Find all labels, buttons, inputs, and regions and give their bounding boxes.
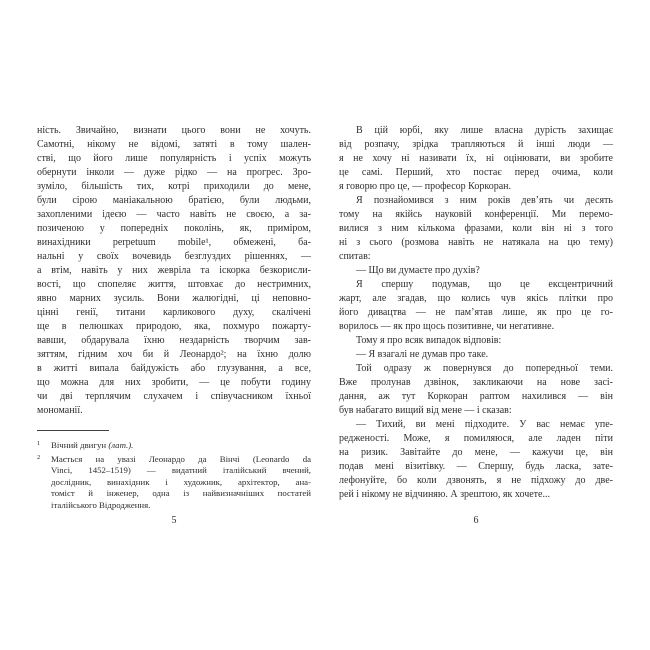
text-line: нальні у своїх вочевидь безглуздих рішеннях, — xyxy=(37,251,311,262)
text-line: дослідник, винахідник і художник, архітектор, ана- xyxy=(51,476,311,487)
text-line: зуміло, більшість тих, котрі приходили до мене, xyxy=(37,181,311,192)
page-left-body-text xyxy=(37,124,311,418)
footnote-marker: 2 xyxy=(37,453,41,461)
text-line: Вже пролунав дзвінок, закликаючи на нове засі- xyxy=(339,377,613,388)
text-line: Той одразу ж повернувся до попередньої теми. xyxy=(356,363,613,374)
text-line: стві, що його лише популярність і успіх можуть xyxy=(37,153,311,164)
text-line: тому на якійсь науковій конференції. Ми перемо- xyxy=(339,209,613,220)
text-line: чи дві терплячим слухачем і співучасником їхньої xyxy=(37,391,311,402)
footnote-marker: 1 xyxy=(37,440,41,447)
text-line: вилися з ним кількома фразами, коли він ні з того xyxy=(339,223,613,234)
text-line: обернути інколи — дуже рідко — на прогрес. Зро- xyxy=(37,167,311,178)
text-line: вості, що спопеляє життя, штовхає до нестримних, xyxy=(37,279,311,290)
text-line: Я спершу подумав, що це ексцентричний xyxy=(356,279,613,290)
text-line: явно марних зусиль. Вони жалюгідні, ці неповно- xyxy=(37,293,311,304)
text-line: редженості. Може, я помиляюся, але ладен піти xyxy=(339,433,613,444)
text-line: — Тихий, ви мені підходите. У вас немає упе- xyxy=(356,419,613,430)
text-line: Тому я про всяк випадок відповів: xyxy=(356,335,502,346)
text-line: був набагато вищий від мене — і сказав: xyxy=(339,405,512,416)
page-right-body-text xyxy=(339,124,613,502)
footnote xyxy=(37,452,311,512)
text-line: на ризик. Завітайте до мене, — кажучи це, він xyxy=(339,447,613,458)
text-line: ність. Звичайно, визнати цього вони не хочуть. xyxy=(37,125,311,136)
text-line: мономанії. xyxy=(37,405,83,416)
text-line: від розпачу, зрідка трапляються й інші люди — xyxy=(339,139,613,150)
text-line: зяттям, гідним хоч би й Леонардо²; на їхню долю xyxy=(37,349,311,360)
text-line: Самотні, нікому не відомі, затяті в тому шален- xyxy=(37,139,311,150)
text-line: дання, аж тут Коркоран раптом нахилився — він xyxy=(339,391,613,402)
text-line: захопленими ідеєю — часто навіть не своєю, а за- xyxy=(37,209,311,220)
text-line: лефонуйте, бо коли дзвонять, я не підхожу до две- xyxy=(339,475,613,486)
text-line: 1 Вічний двигун (лат.). xyxy=(37,440,134,450)
page-left-footnotes xyxy=(37,438,311,512)
page-number-right: 6 xyxy=(473,515,479,526)
text-line: Vinci, 1452–1519) — видатний італійський вчений, xyxy=(51,465,311,476)
text-line: — Що ви думаєте про духів? xyxy=(356,265,480,276)
text-line: в житті випала байдужість або глузування, а все, xyxy=(37,363,311,374)
text-line: це самі. Перший, хто постає перед очима, коли xyxy=(339,167,613,178)
text-line: рей і нікому не відчиняю. А зрештою, як хочете... xyxy=(339,489,550,500)
page-number-left: 5 xyxy=(171,515,177,526)
text-line: ні з сього (розмова навіть не натякала на цю тему) xyxy=(339,237,613,248)
text-line: італійського Відродження. xyxy=(51,499,151,510)
text-line: а втім, навіть у них жевріла та іскорка безкорисли- xyxy=(37,265,311,276)
text-line: В цій юрбі, яку лише власна дурість захищає xyxy=(356,125,613,136)
page-right xyxy=(339,124,613,539)
text-line: його дивацтва — не пам’ятав лише, як про це го- xyxy=(339,307,613,318)
footnote xyxy=(37,438,311,452)
text-line: я не хочу ні називати їх, ні оцінювати, ви зробите xyxy=(339,153,613,164)
text-line: я говорю про це, — професор Коркоран. xyxy=(339,181,511,192)
footnote-separator xyxy=(37,430,109,431)
page-left xyxy=(37,124,311,539)
text-line: спитав: xyxy=(339,251,371,262)
text-line: — Я взагалі не думав про таке. xyxy=(356,349,489,360)
text-line: ворилось — як про щось позитивне, чи негативне. xyxy=(339,321,555,332)
text-line: подав мені візитівку. — Спершу, будь ласка, зате- xyxy=(339,461,613,472)
text-line: ще в пелюшках природою, яка, похмуро пожарту- xyxy=(37,321,311,332)
text-line: жарт, але згадав, що колись чув якісь плітки про xyxy=(339,293,613,304)
text-line: позиченою у попередніх поколінь, як, приміром, xyxy=(37,223,311,234)
text-line: вавши, обдарувала їхню нездарність творчим зав- xyxy=(37,335,311,346)
text-line: винахідники perpetuum mobile¹, обмежені, ба- xyxy=(37,237,311,248)
text-line: 2 Мається на увазі Леонардо да Вінчі (Leonardo da xyxy=(37,453,311,464)
text-line: томіст й інженер, одна із найвизначніших постатей xyxy=(51,488,311,499)
text-line: що можна для них зробити, — це побути годину xyxy=(37,377,311,388)
text-line: цінні генії, титани карликового духу, скалічені xyxy=(37,307,311,318)
text-line: Я познайомився з ним років дев’ять чи десять xyxy=(356,195,613,206)
text-line: були сірою маніакальною братією, були людьми, xyxy=(37,195,311,206)
